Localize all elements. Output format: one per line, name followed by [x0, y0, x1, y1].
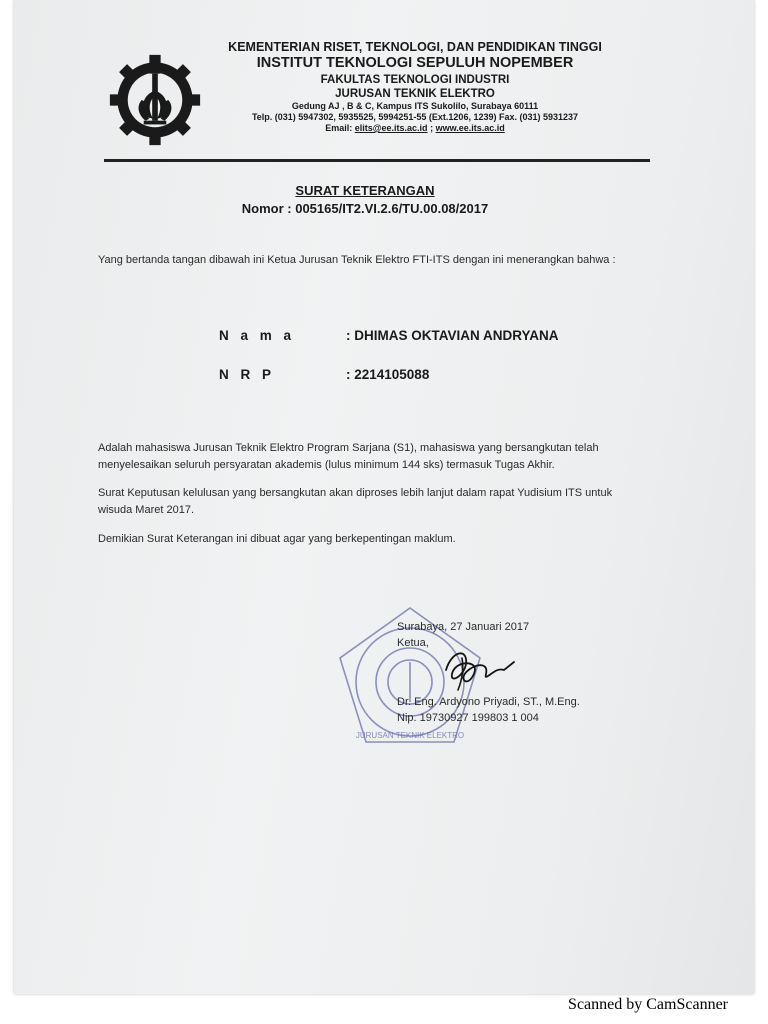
address-line: Gedung AJ , B & C, Kampus ITS Sukolilo, Surabaya 60111: [291, 100, 539, 111]
department-name: JURUSAN TEKNIK ELEKTRO: [335, 87, 495, 100]
contact-line: [210, 123, 620, 134]
its-gear-logo-icon: [108, 53, 202, 147]
stamp-text: JURUSAN TEKNIK ELEKTRO: [355, 731, 465, 740]
signatory-nip: Nip. 19730927 199803 1 004: [397, 712, 539, 724]
letterhead: [210, 40, 620, 134]
closing-paragraph: Demikian Surat Keterangan ini dibuat agar yang berkepentingan maklum.: [98, 533, 456, 545]
letter-number: Nomor : 005165/IT2.VI.2.6/TU.00.08/2017: [241, 201, 489, 216]
email-label: Email:: [325, 122, 353, 133]
nrp-label: N R P: [219, 367, 276, 382]
letter-title: SURAT KETERANGAN: [295, 183, 435, 198]
faculty-name: FAKULTAS TEKNOLOGI INDUSTRI: [320, 73, 510, 86]
scanner-watermark: Scanned by CamScanner: [568, 996, 728, 1013]
name-label: N a m a: [219, 328, 296, 343]
status-paragraph: Adalah mahasiswa Jurusan Teknik Elektro Program Sarjana (S1), mahasiswa yang bersangkutan telah menyelesaikan seluruh persyaratan akademis (lulus minimum 144 sks) termasuk Tugas Akhir.: [98, 442, 599, 471]
institute-name: INSTITUT TEKNOLOGI SEPULUH NOPEMBER: [256, 55, 574, 72]
email-link: elits@ee.its.ac.id: [354, 122, 428, 133]
contact-separator: ;: [430, 122, 434, 133]
signatory-name: Dr. Eng. Ardyono Priyadi, ST., M.Eng.: [397, 696, 580, 708]
phone-line: Telp. (031) 5947302, 5935525, 5994251-55 (Ext.1206, 1239) Fax. (031) 5931237: [251, 111, 579, 122]
handwritten-signature-icon: [438, 640, 518, 700]
name-value: : DHIMAS OKTAVIAN ANDRYANA: [346, 328, 559, 343]
signature-place-date: Surabaya, 27 Januari 2017: [397, 621, 530, 633]
nrp-value: : 2214105088: [346, 367, 430, 382]
signature-role: Ketua,: [397, 637, 429, 649]
yudisium-paragraph: Surat Keputusan kelulusan yang bersangkutan akan diproses lebih lanjut dalam rapat Yudisium ITS untuk wisuda Maret 2017.: [98, 487, 613, 516]
ministry-name: KEMENTERIAN RISET, TEKNOLOGI, DAN PENDIDIKAN TINGGI: [228, 40, 602, 54]
intro-paragraph: Yang bertanda tangan dibawah ini Ketua Jurusan Teknik Elektro FTI-ITS dengan ini menerangkan bahwa :: [98, 254, 616, 266]
letterhead-divider: [104, 159, 650, 162]
website-link: www.ee.its.ac.id: [435, 122, 505, 133]
